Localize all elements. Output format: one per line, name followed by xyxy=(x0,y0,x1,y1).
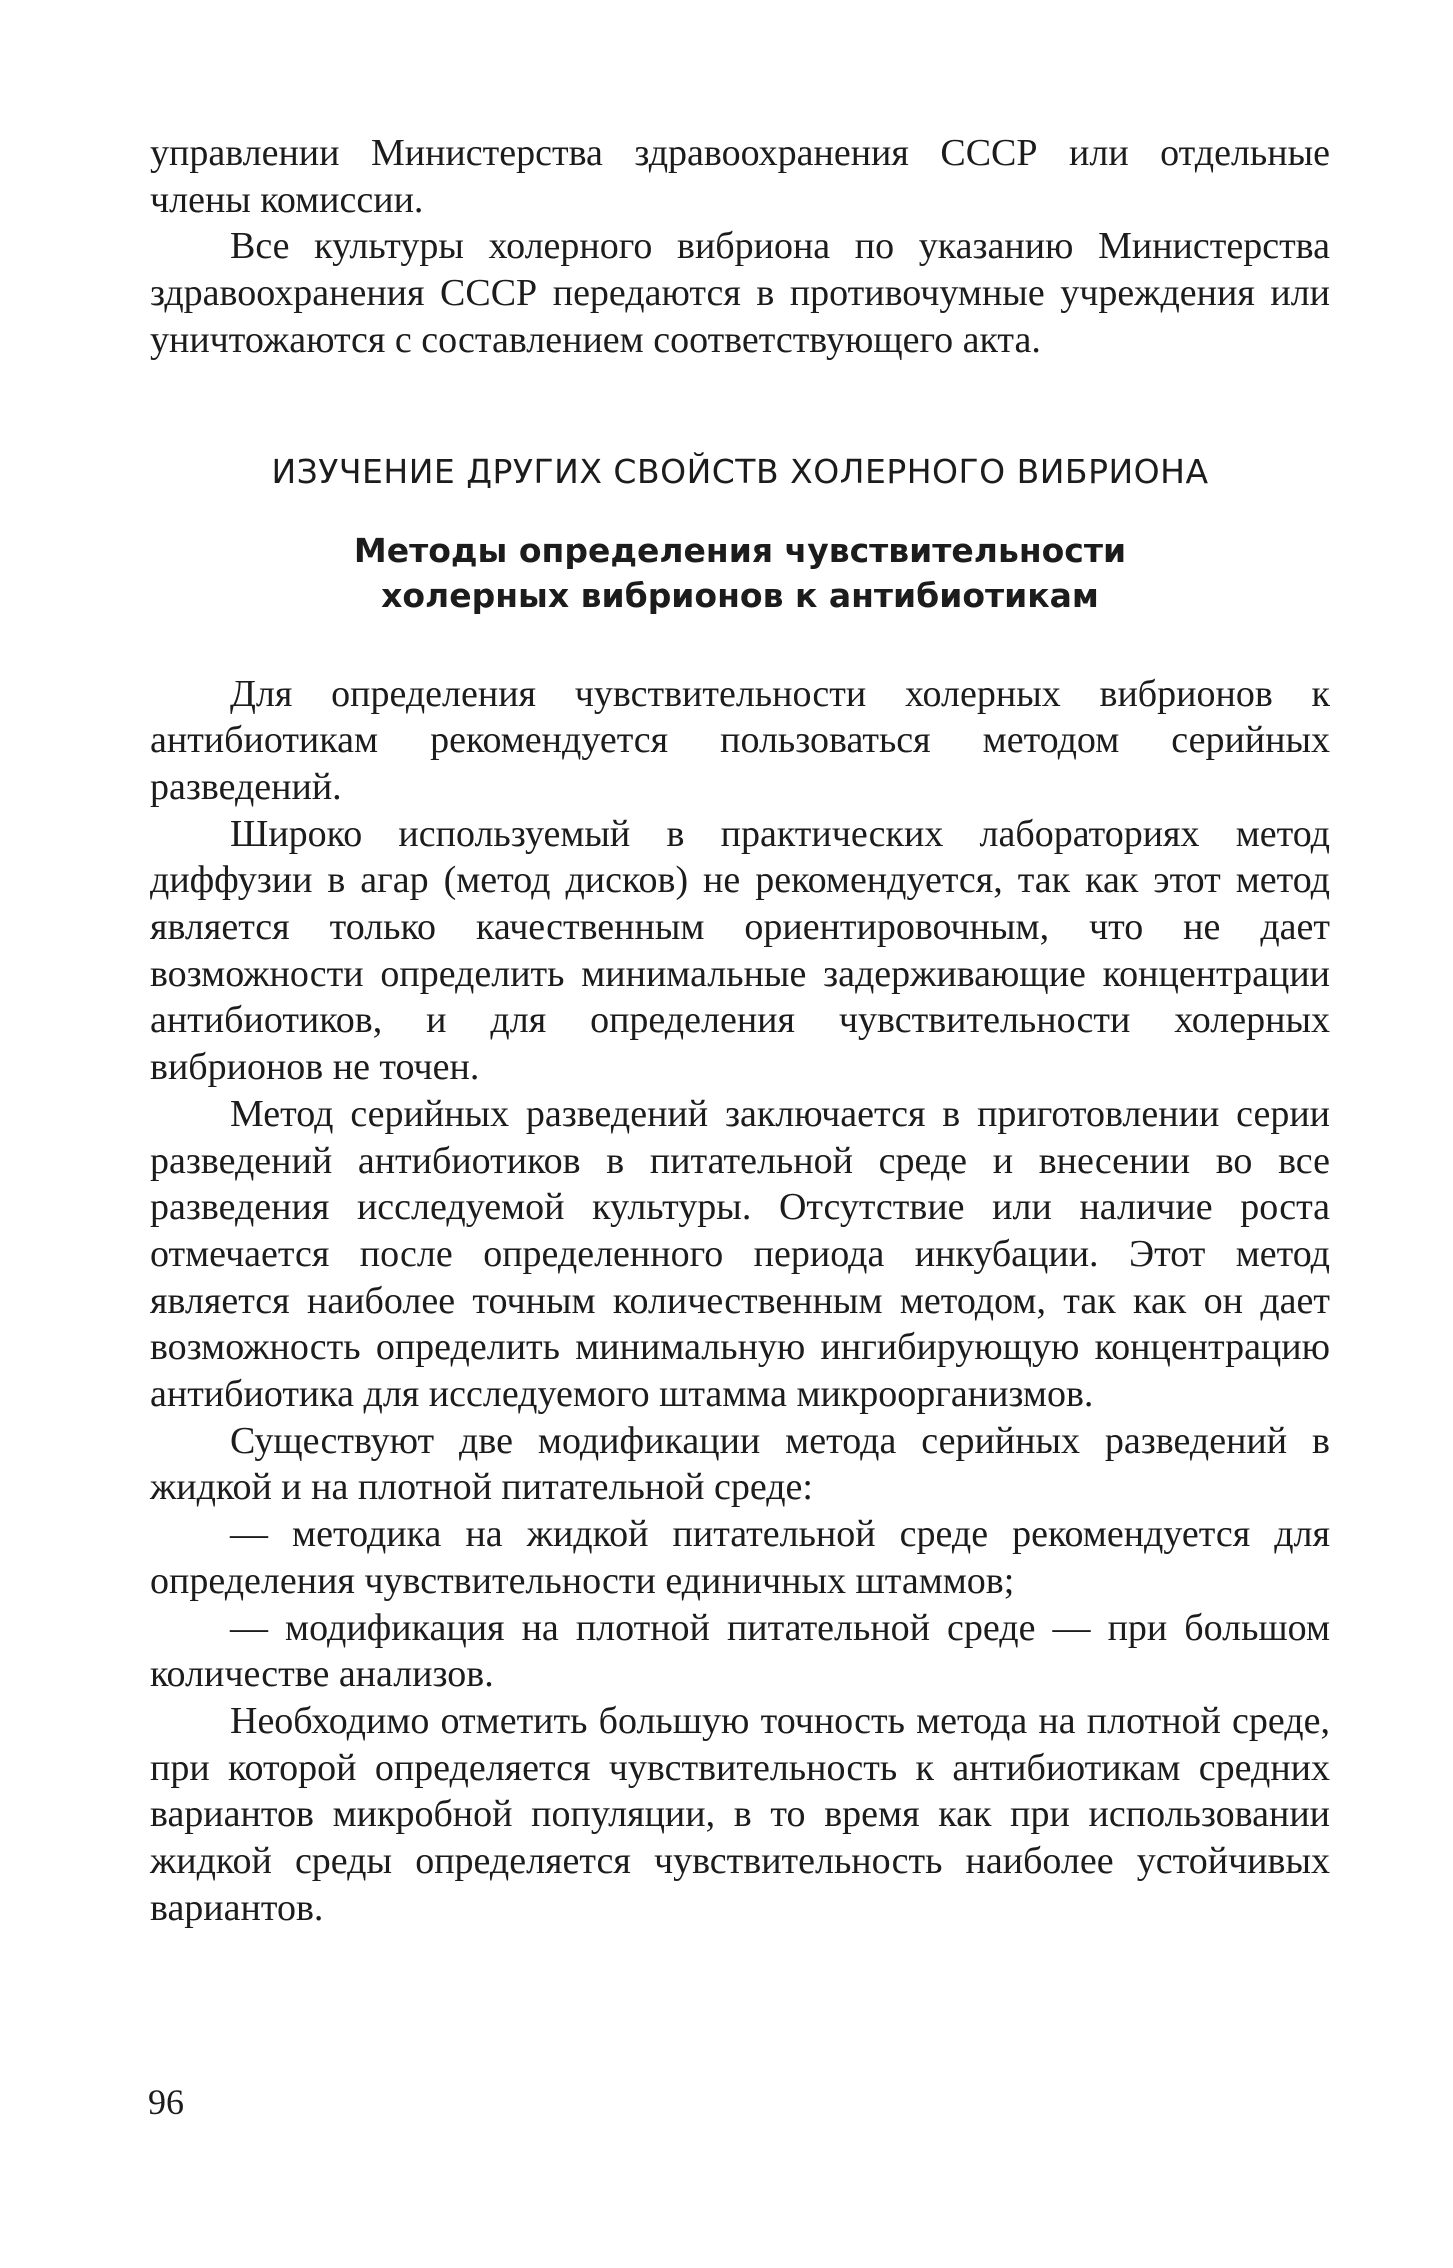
continued-paragraph: управлении Министерства здравоохранения СССР или отдельные члены комиссии. xyxy=(150,132,1330,221)
paragraph-method-recommendation: Для определения чувствительности холерных вибрионов к антибиотикам рекомендуется пользоваться методом серийных разведений. xyxy=(150,672,1330,808)
page-number: 96 xyxy=(148,2082,184,2122)
section-heading: ИЗУЧЕНИЕ ДРУГИХ СВОЙСТВ ХОЛЕРНОГО ВИБРИОНА xyxy=(271,451,1209,491)
book-page xyxy=(150,130,1330,1932)
list-item-solid-medium: — модификация на плотной питательной среде — при большом количестве анализов. xyxy=(150,1606,1330,1696)
paragraph-disk-diffusion: Широко используемый в практических лабораториях метод диффузии в агар (метод дисков) не рекомендуется, так как этот метод является только качественным ориентировочным, что не дает возможности определить минимальные задерживающие концентрации антибиотиков, и для определения чувствительности холерных вибрионов не точен. xyxy=(150,812,1330,1089)
paragraph-accuracy-note: Необходимо отметить большую точность метода на плотной среде, при которой определяется чувствительность к антибиотикам средних вариантов микробной популяции, в то время как при использовании жидкой среды определяется чувствительность наиболее устойчивых вариантов. xyxy=(150,1699,1330,1929)
paragraph-modifications: Существуют две модификации метода серийных разведений в жидкой и на плотной питательной среде: xyxy=(150,1419,1330,1509)
paragraph-serial-dilutions: Метод серийных разведений заключается в приготовлении серии разведений антибиотиков в питательной среде и внесении во все разведения исследуемой культуры. Отсутствие или наличие роста отмечается после определенного периода инкубации. Этот метод является наиболее точным количественным методом, так как он дает возможность определить минимальную ингибирующую концентрацию антибиотика для исследуемого штамма микроорганизмов. xyxy=(150,1092,1330,1416)
list-item-liquid-medium: — методика на жидкой питательной среде рекомендуется для определения чувствительности единичных штаммов; xyxy=(150,1513,1330,1602)
sub-heading xyxy=(150,528,1330,618)
paragraph-cultures-disposal: Все культуры холерного вибриона по указанию Министерства здравоохранения СССР передаются в противочумные учреждения или уничтожаются с составлением соответствующего акта. xyxy=(150,225,1330,361)
sub-heading-line-1: Методы определения чувствительности xyxy=(353,530,1127,570)
sub-heading-line-2: холерных вибрионов к антибиотикам xyxy=(381,575,1099,615)
